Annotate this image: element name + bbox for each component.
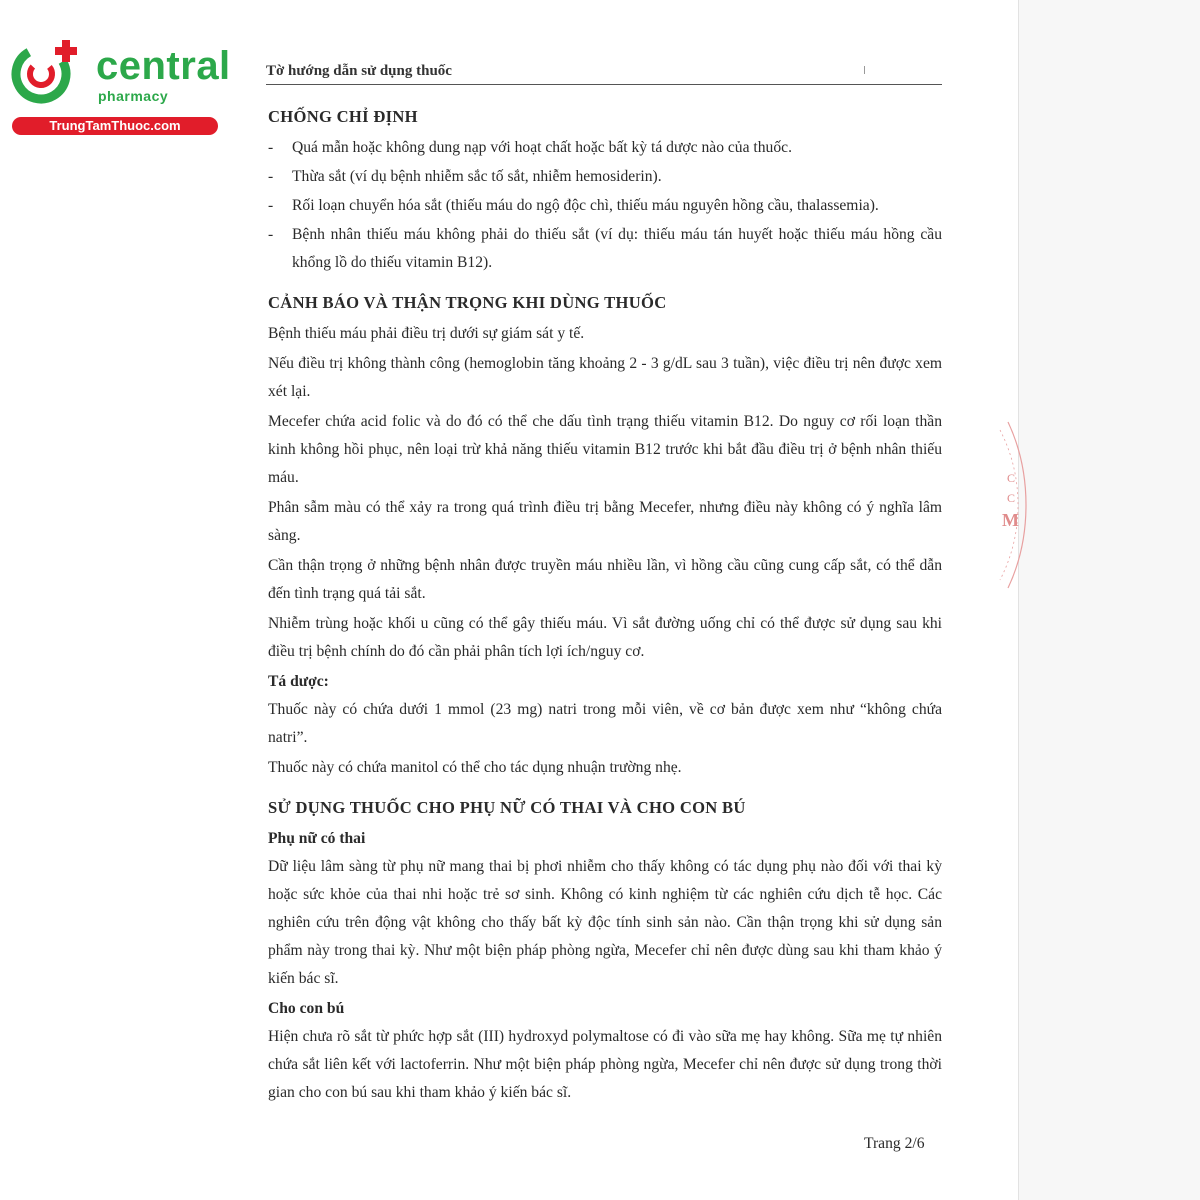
list-item <box>268 192 942 220</box>
list-item-text: Bệnh nhân thiếu máu không phải do thiếu sắt (ví dụ: thiếu máu tán huyết hoặc thiếu máu hồng cầu khổng lồ do thiếu vitamin B12). <box>292 226 942 271</box>
paragraph: Thuốc này có chứa dưới 1 mmol (23 mg) natri trong mỗi viên, về cơ bản được xem như “không chứa natri”. <box>268 701 942 746</box>
list-item <box>268 163 942 191</box>
breastfeeding-subtitle: Cho con bú <box>268 1000 345 1017</box>
stamp-letter: M <box>1002 510 1019 530</box>
section-contraindications <box>268 103 942 277</box>
paragraph: Bệnh thiếu máu phải điều trị dưới sự giám sát y tế. <box>268 325 585 342</box>
section-warnings <box>268 289 942 782</box>
paragraph: Hiện chưa rõ sắt từ phức hợp sắt (III) hydroxyd polymaltose có đi vào sữa mẹ hay không. Sữa mẹ tự nhiên chứa sắt liên kết với lactoferrin. Như một biện pháp phòng ngừa, Mecefer chỉ nên được sử dụng trong thời gian cho con bú sau khi tham khảo ý kiến bác sĩ. <box>268 1028 942 1101</box>
section-title: CẢNH BÁO VÀ THẬN TRỌNG KHI DÙNG THUỐC <box>268 293 667 312</box>
paragraph: Dữ liệu lâm sàng từ phụ nữ mang thai bị phơi nhiễm cho thấy không có tác dụng phụ nào đối với thai kỳ hoặc sức khỏe của thai nhi hoặc trẻ sơ sinh. Không có kinh nghiệm từ các nghiên cứu dịch tễ học. Các nghiên cứu trên động vật không cho thấy bất kỳ độc tính sinh sản nào. Cần thận trọng khi sử dụng sản phẩm này trong thai kỳ. Như một biện pháp phòng ngừa, Mecefer chỉ nên được dùng sau khi tham khảo ý kiến bác sĩ. <box>268 858 942 987</box>
paragraph: Mecefer chứa acid folic và do đó có thể che dấu tình trạng thiếu vitamin B12. Do nguy cơ rối loạn thần kinh không hồi phục, nên loại trừ khả năng thiếu vitamin B12 trước khi bắt đầu điều trị ở bệnh nhân thiếu máu. <box>268 413 942 486</box>
logo-url-badge[interactable]: TrungTamThuoc.com <box>12 117 218 135</box>
dash-bullet: - <box>268 168 274 185</box>
section-title: SỬ DỤNG THUỐC CHO PHỤ NỮ CÓ THAI VÀ CHO CON BÚ <box>268 798 746 817</box>
paragraph: Nếu điều trị không thành công (hemoglobin tăng khoảng 2 - 3 g/dL sau 3 tuần), việc điều trị nên được xem xét lại. <box>268 355 942 400</box>
document-header-title: Tờ hướng dẫn sử dụng thuốc <box>266 63 452 79</box>
paragraph: Nhiễm trùng hoặc khối u cũng có thể gây thiếu máu. Vì sắt đường uống chỉ có thể được sử dụng sau khi điều trị bệnh chính do đó cần phải phân tích lợi ích/nguy cơ. <box>268 615 942 660</box>
pharmacy-cross-icon <box>10 38 84 108</box>
dash-bullet: - <box>268 226 274 243</box>
list-item-text: Quá mẫn hoặc không dung nạp với hoạt chất hoặc bất kỳ tá dược nào của thuốc. <box>292 139 792 156</box>
paragraph: Thuốc này có chứa manitol có thể cho tác dụng nhuận trường nhẹ. <box>268 759 682 776</box>
next-page-edge <box>1018 0 1200 1200</box>
section-pregnancy <box>268 794 942 1107</box>
paragraph: Cần thận trọng ở những bệnh nhân được truyền máu nhiều lần, vì hồng cầu cũng cung cấp sắt, có thể dẫn đến tình trạng quá tải sắt. <box>268 557 942 602</box>
excipients-title: Tá dược: <box>268 673 329 690</box>
header-mark <box>864 66 865 74</box>
list-item-text: Rối loạn chuyển hóa sắt (thiếu máu do ngộ độc chì, thiếu máu nguyên hồng cầu, thalassemia). <box>292 197 879 214</box>
stamp-letter: C <box>1007 471 1016 485</box>
paragraph: Phân sẫm màu có thể xảy ra trong quá trình điều trị bằng Mecefer, nhưng điều này không có ý nghĩa lâm sàng. <box>268 499 942 544</box>
document-body <box>268 103 942 1119</box>
logo-subtitle: pharmacy <box>98 88 169 104</box>
logo-brand-name: central <box>96 44 231 88</box>
stamp-fragment-icon <box>990 420 1030 590</box>
page-number: Trang 2/6 <box>864 1135 925 1152</box>
contraindication-list <box>268 134 942 277</box>
section-title: CHỐNG CHỈ ĐỊNH <box>268 107 418 126</box>
document-header <box>266 60 942 85</box>
dash-bullet: - <box>268 139 274 156</box>
list-item <box>268 134 942 162</box>
list-item <box>268 221 942 277</box>
list-item-text: Thừa sắt (ví dụ bệnh nhiễm sắc tố sắt, nhiễm hemosiderin). <box>292 168 662 185</box>
central-pharmacy-logo[interactable] <box>10 38 231 138</box>
pregnant-subtitle: Phụ nữ có thai <box>268 830 366 847</box>
dash-bullet: - <box>268 197 274 214</box>
stamp-letter: C <box>1007 491 1016 505</box>
